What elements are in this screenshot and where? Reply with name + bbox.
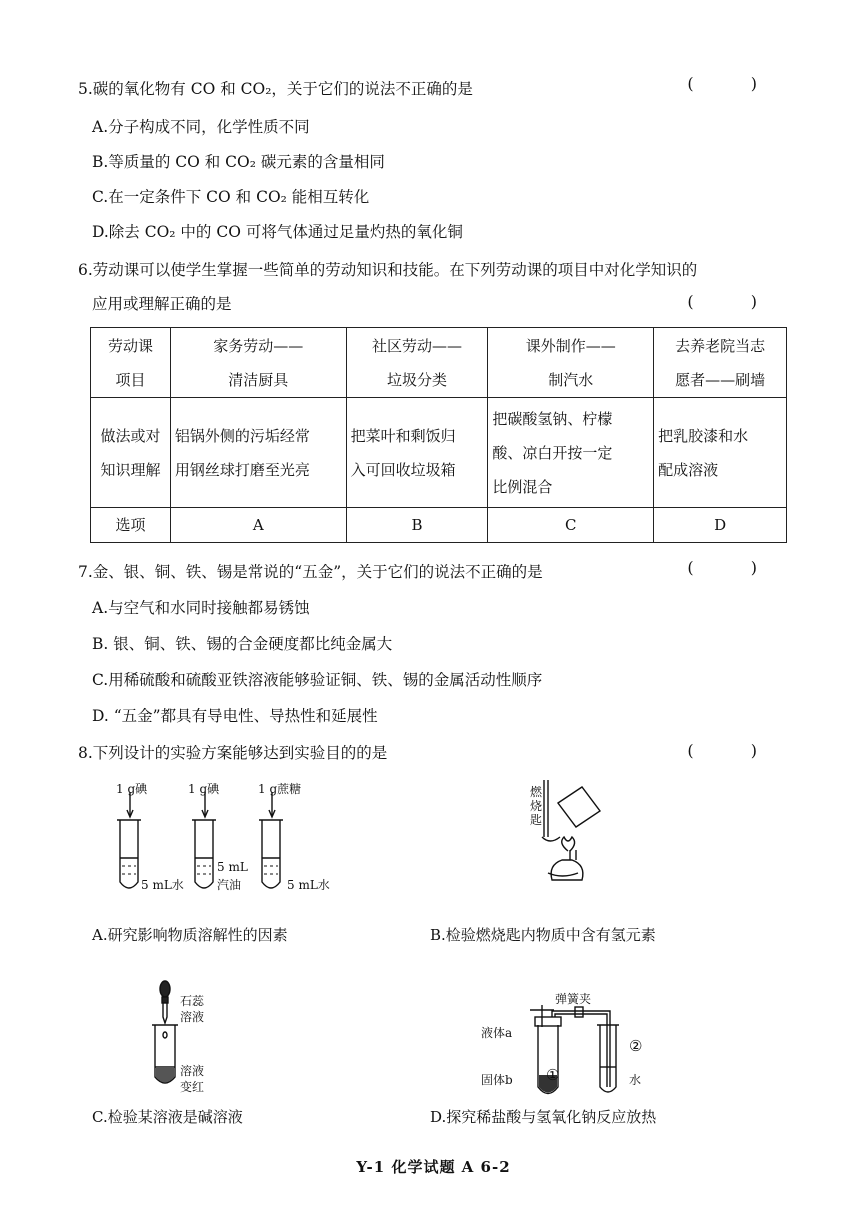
table-row [91,508,787,543]
q6-stem-line2: 应用或理解正确的是 [92,295,232,313]
fig-b-caption: B.检验燃烧匙内物质中含有氢元素 [430,926,656,944]
q5-stem: 5.碳的氧化物有 CO 和 CO₂，关于它们的说法不正确的是 [78,80,473,98]
page-footer: Y-1 化学试题 A 6-2 [356,1158,511,1176]
fig-d-liquid-label: 液体a [481,1026,513,1040]
q5-option-a: A.分子构成不同，化学性质不同 [92,118,310,136]
fig-d-mark2: ② [629,1037,643,1055]
q7-option-a: A.与空气和水同时接触都易锈蚀 [92,599,310,617]
q7-stem: 7.金、银、铜、铁、锡是常说的“五金”，关于它们的说法不正确的是 [78,563,543,581]
table-cell: 选项 [91,508,171,543]
table-cell: 把菜叶和剩饭归 入可回收垃圾箱 [346,398,488,508]
q5-option-b: B.等质量的 CO 和 CO₂ 碳元素的含量相同 [92,153,385,171]
q8-stem: 8.下列设计的实验方案能够达到实验目的的是 [78,744,388,762]
table-row [91,398,787,508]
fig-a-tube3-label: 1 g蔗糖 [258,782,302,796]
table-cell: A [170,508,346,543]
q5-option-c: C.在一定条件下 CO 和 CO₂ 能相互转化 [92,188,370,206]
figure-c-dropper-icon [145,977,185,1092]
fig-c-label1: 石蕊 溶液 [180,994,205,1024]
fig-a-tube2-label: 1 g碘 [188,782,220,796]
q7-answer-paren: ( ) [687,558,783,577]
table-cell: 把碳酸氢钠、柠檬 酸、凉白开按一定 比例混合 [488,398,654,508]
table-cell: C [488,508,654,543]
q6-table [90,327,787,543]
fig-d-water-label: 水 [629,1073,642,1087]
table-cell: 社区劳动—— 垃圾分类 [346,328,488,398]
fig-d-clip-label: 弹簧夹 [555,992,592,1006]
fig-a-tube2-side-l1: 5 mL [217,860,248,874]
q6-stem-line1: 6.劳动课可以使学生掌握一些简单的劳动知识和技能。在下列劳动课的项目中对化学知识的 [78,261,698,279]
fig-a-tube3-side: 5 mL水 [287,878,330,892]
table-cell: D [654,508,787,543]
q5-option-d: D.除去 CO₂ 中的 CO 可将气体通过足量灼热的氧化铜 [92,223,463,241]
table-cell: 家务劳动—— 清洁厨具 [170,328,346,398]
fig-d-caption: D.探究稀盐酸与氢氧化钠反应放热 [430,1108,657,1126]
table-cell: 去养老院当志 愿者——刷墙 [654,328,787,398]
fig-a-tube2-side-l2: 汽油 [217,878,242,892]
q7-option-c: C.用稀硫酸和硫酸亚铁溶液能够验证铜、铁、锡的金属活动性顺序 [92,671,543,689]
q6-answer-paren: ( ) [687,292,783,311]
table-cell: B [346,508,488,543]
table-cell: 劳动课 项目 [91,328,171,398]
table-row [91,328,787,398]
fig-d-solid-label: 固体b [481,1073,513,1087]
table-cell: 铝锅外侧的污垢经常 用钢丝球打磨至光亮 [170,398,346,508]
q7-option-b: B. 银、铜、铁、锡的合金硬度都比纯金属大 [92,635,393,653]
fig-d-mark1: ① [546,1066,560,1084]
fig-c-caption: C.检验某溶液是碱溶液 [92,1108,243,1126]
q8-answer-paren: ( ) [687,741,783,760]
fig-a-tube1-side: 5 mL水 [141,878,184,892]
table-cell: 做法或对 知识理解 [91,398,171,508]
fig-a-tube1-label: 1 g碘 [116,782,148,796]
table-cell: 把乳胶漆和水 配成溶液 [654,398,787,508]
q5-answer-paren: ( ) [687,74,783,93]
fig-b-spoon-label: 燃 烧 匙 [530,785,543,827]
fig-c-label2: 溶液 变红 [180,1064,205,1094]
fig-a-caption: A.研究影响物质溶解性的因素 [92,926,288,944]
q7-option-d: D. “五金”都具有导电性、导热性和延展性 [92,707,378,725]
table-cell: 课外制作—— 制汽水 [488,328,654,398]
